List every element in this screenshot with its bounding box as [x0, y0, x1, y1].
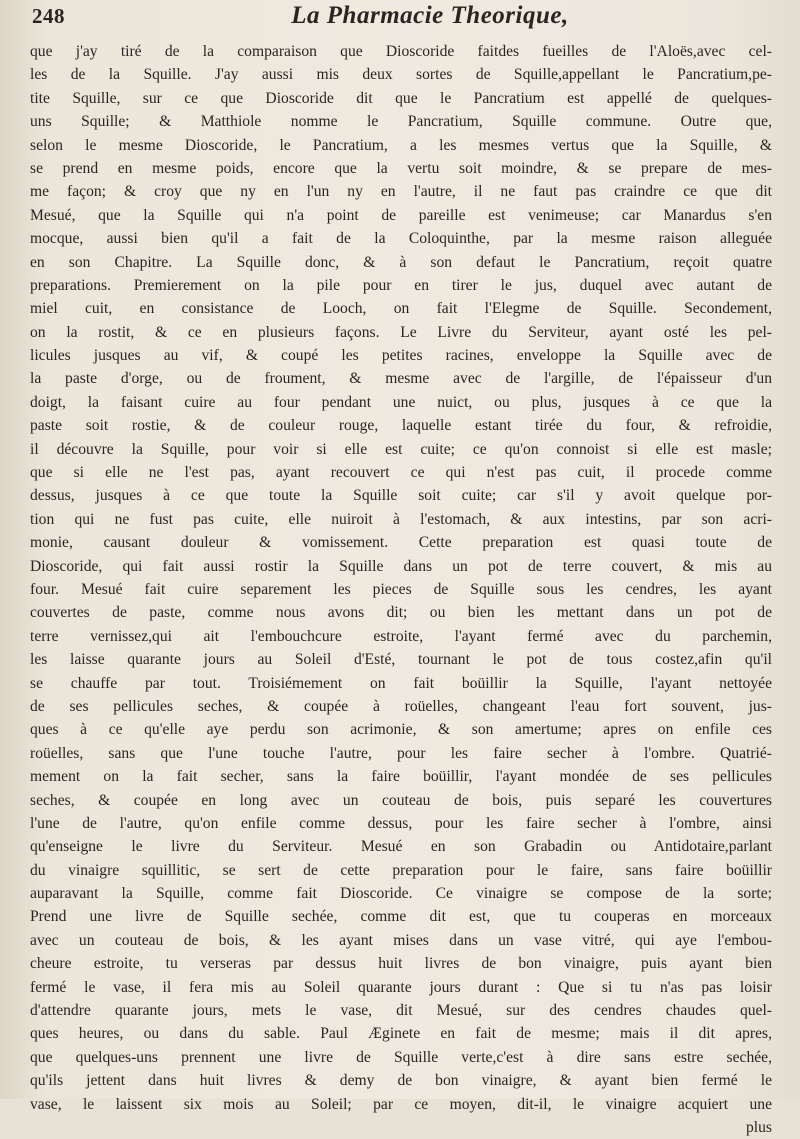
text-line: cheure estroite, tu verseras par dessus huit livres de bon vinaigre, puis ayant bien [30, 955, 772, 973]
text-line: Prend une livre de Squille sechée, comme dit est, que tu couperas en morceaux [30, 908, 772, 926]
text-line: plus [746, 1118, 772, 1136]
text-line: d'attendre quarante jours, mets le vase, dit Mesué, sur des cendres chaudes quel- [30, 1002, 772, 1020]
text-line: l'une de l'autre, qu'on enfile comme dessus, pour les faire secher à l'ombre, ainsi [30, 814, 772, 832]
text-line: mement on la fait secher, sans la faire boüillir, l'ayant mondée de ses pellicules [30, 768, 772, 786]
text-line: la paste d'orge, ou de froument, & mesme avec de l'argille, de l'épaisseur d'un [30, 370, 772, 388]
text-line: les de la Squille. J'ay aussi mis deux sortes de Squille,appellant le Pancratium,pe- [30, 66, 772, 84]
text-line: couvertes de paste, comme nous avons dit; ou bien les mettant dans un pot de [30, 604, 772, 622]
text-line: tite Squille, sur ce que Dioscoride dit que le Pancratium est appellé de quelques- [30, 89, 772, 107]
page-number: 248 [32, 4, 65, 28]
text-line: doigt, la faisant cuire au four pendant une nuict, ou plus, jusques à ce que la [30, 393, 772, 411]
text-line: monie, causant douleur & vomissement. Cette preparation est quasi toute de [30, 534, 772, 552]
text-line: qu'ils jettent dans huit livres & demy de bon vinaigre, & ayant bien fermé le [30, 1072, 772, 1090]
text-line: qu'enseigne le livre du Serviteur. Mesué en son Grabadin ou Antidotaire,parlant [30, 838, 772, 856]
text-line: Mesué, que la Squille qui n'a point de pareille est venimeuse; car Manardus s'en [30, 206, 772, 224]
text-line: terre vernissez,qui ait l'embouchcure estroite, l'ayant fermé avec du parchemin, [30, 627, 772, 645]
body-text [30, 40, 772, 1139]
text-line: dessus, jusques à ce que toute la Squille soit cuite; car s'il y avoit quelque por- [30, 487, 772, 505]
text-line: que j'ay tiré de la comparaison que Dioscoride faitdes fueilles de l'Aloës,avec cel- [30, 43, 772, 60]
text-line: selon le mesme Dioscoride, le Pancratium, a les mesmes vertus que la Squille, & [30, 136, 772, 154]
text-line: de ses pellicules seches, & coupée à roüelles, changeant l'eau fort souvent, jus- [30, 697, 772, 715]
text-line: me façon; & croy que ny en l'un ny en l'autre, il ne faut pas craindre ce que dit [30, 183, 772, 201]
text-line: il découvre la Squille, pour voir si elle est cuite; ce qu'on connoist si elle est masle; [30, 440, 772, 458]
text-line: four. Mesué fait cuire separement les pieces de Squille sous les cendres, les ayant [30, 580, 772, 598]
text-line: du vinaigre squillitic, se sert de cette preparation pour le faire, sans faire boüillir [30, 861, 772, 879]
text-line: vase, le laissent six mois au Soleil; par ce moyen, dit-il, le vinaigre acquiert une [30, 1095, 772, 1113]
text-line: mocque, aussi bien qu'il a fait de la Coloquinthe, par la mesme raison alleguée [30, 230, 772, 248]
text-line: seches, & coupée en long avec un couteau de bois, puis separé les couvertures [30, 791, 772, 809]
text-line: roüelles, sans que l'une touche l'autre, pour les faire secher à l'ombre. Quatrié- [30, 744, 772, 762]
text-line: se prend en mesme poids, encore que la vertu soit moindre, & se prepare de mes- [30, 159, 772, 177]
text-line: ques à ce qu'elle aye perdu son acrimonie, & son amertume; apres on enfile ces [30, 721, 772, 739]
text-line: preparations. Premierement on la pile pour en tirer le jus, duquel avec autant de [30, 276, 772, 294]
text-line: fermé le vase, il fera mis au Soleil quarante jours durant : Que si tu n'as pas loisir [30, 978, 772, 996]
text-line: on la rostit, & ce en plusieurs façons. Le Livre du Serviteur, ayant osté les pel- [30, 323, 772, 341]
text-line: uns Squille; & Matthiole nomme le Pancratium, Squille commune. Outre que, [30, 113, 772, 131]
text-line: miel cuit, en consistance de Looch, on fait l'Elegme de Squille. Secondement, [30, 300, 772, 318]
text-line: avec un couteau de bois, & les ayant mises dans un vase vitré, qui aye l'embou- [30, 931, 772, 949]
text-line: auparavant la Squille, comme fait Dioscoride. Ce vinaigre se compose de la sorte; [30, 885, 772, 903]
text-line: Dioscoride, qui fait aussi rostir la Squille dans un pot de terre couvert, & mis au [30, 557, 772, 575]
text-line: ques heures, ou dans du sable. Paul Æginete en fait de mesme; mais il dit apres, [30, 1025, 772, 1043]
text-line: les laisse quarante jours au Soleil d'Esté, tournant le pot de tous costez,afin qu'il [30, 651, 772, 669]
text-line: que si elle ne l'est pas, ayant recouvert ce qui n'est pas cuit, il procede comme [30, 464, 772, 482]
text-line: en son Chapitre. La Squille donc, & à son defaut le Pancratium, reçoit quatre [30, 253, 772, 271]
text-line: licules jusques au vif, & coupé les petites racines, enveloppe la Squille avec de [30, 347, 772, 365]
text-line: se chauffe par tout. Troisiémement on fait boüillir la Squille, l'ayant nettoyée [30, 674, 772, 692]
running-title: La Pharmacie Theorique, [291, 2, 569, 29]
text-line: que quelques-uns prennent une livre de Squille verte,c'est à dire sans estre sechée, [30, 1048, 772, 1066]
text-line: paste soit rostie, & de couleur rouge, laquelle estant tirée du four, & refroidie, [30, 417, 772, 435]
text-line: tion qui ne fust pas cuite, elle nuiroit à l'estomach, & aux intestins, par son acri- [30, 510, 772, 528]
